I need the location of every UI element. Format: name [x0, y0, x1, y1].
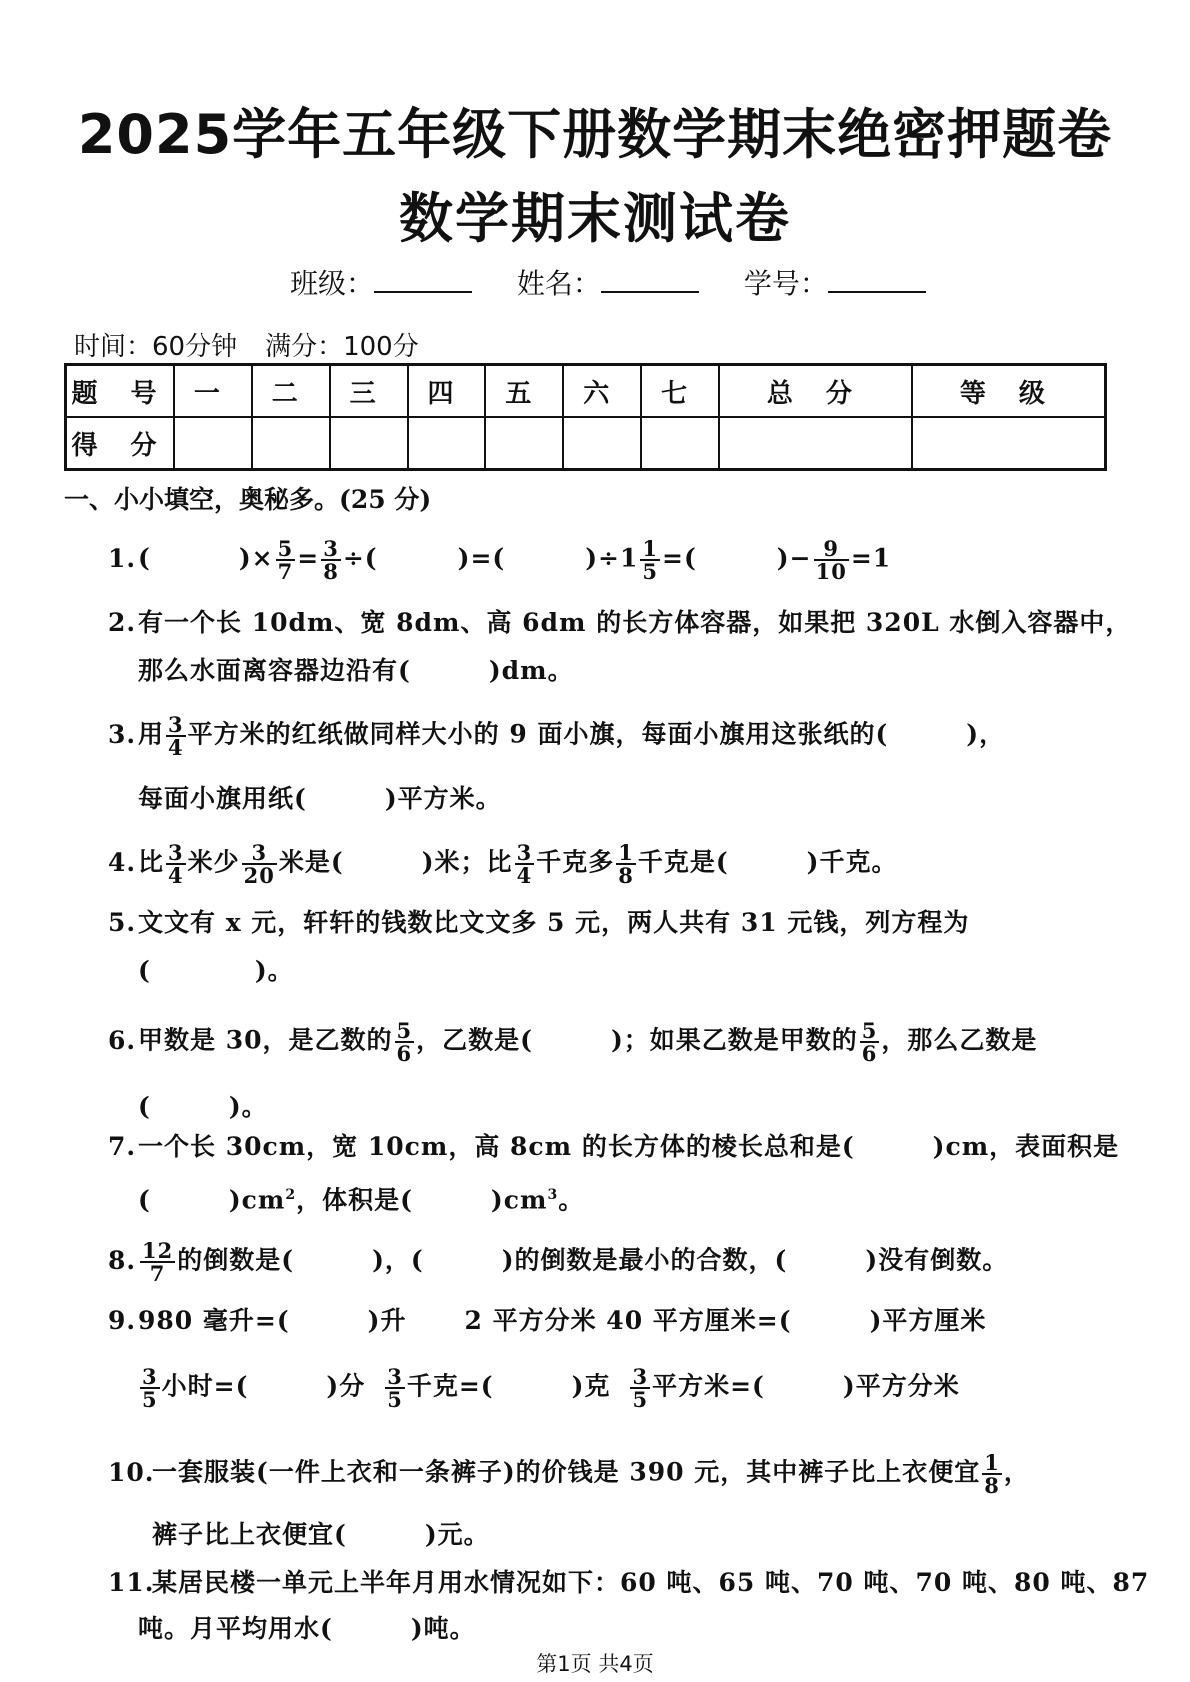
q1-text: = [297, 543, 320, 573]
question-3-line2 [138, 782, 502, 816]
q4-text: 千克是( )千克。 [637, 847, 898, 877]
q1-text: ( [138, 543, 151, 573]
question-4 [108, 842, 898, 886]
fraction: $\frac{12}{7}$ [142, 1238, 174, 1286]
question-number: 10. [108, 1457, 155, 1487]
fraction: $\frac{3}{20}$ [243, 840, 275, 888]
q5-line1: 文文有 x 元，轩轩的钱数比文文多 5 元，两人共有 31 元钱，列方程为 [138, 908, 970, 937]
score-input-cell[interactable] [174, 417, 252, 470]
question-number: 9. [108, 1306, 137, 1335]
q6-text: 甲数是 30，是乙数的 [138, 1025, 393, 1055]
question-number: 5. [108, 908, 137, 937]
q3-text: 用 [138, 719, 165, 749]
fraction: $\frac{9}{10}$ [815, 536, 847, 584]
q3-text: 平方米的红纸做同样大小的 9 面小旗，每面小旗用这张纸的( )， [187, 719, 1006, 749]
q9-text: 2 平方分米 40 平方厘米=( )平方厘米 [464, 1306, 987, 1335]
score-cell: 六 [563, 365, 641, 418]
fraction: $\frac{3}{5}$ [632, 1364, 649, 1412]
score-cell: 总 分 [719, 365, 912, 418]
fraction: $\frac{5}{6}$ [861, 1018, 878, 1066]
superscript: 2 [285, 1187, 297, 1203]
q11-line1: 某居民楼一单元上半年月用水情况如下：60 吨、65 吨、70 吨、70 吨、80 吨、87 [152, 1568, 1150, 1597]
question-3 [108, 714, 1005, 758]
question-10-line2 [152, 1518, 490, 1552]
question-number: 11. [108, 1568, 155, 1597]
fraction: $\frac{1}{8}$ [618, 840, 634, 888]
exam-title: 2025学年五年级下册数学期末绝密押题卷 [77, 103, 1113, 166]
score-input-cell[interactable] [408, 417, 486, 470]
score-input-cell[interactable] [719, 417, 912, 470]
q4-text: 比 [138, 847, 165, 877]
score-cell: 四 [408, 365, 486, 418]
q2-line2: 那么水面离容器边沿有( )dm。 [138, 656, 574, 685]
q7-text: ( )cm [138, 1185, 286, 1215]
class-label: 班级： [290, 267, 375, 300]
student-info [290, 262, 962, 302]
q4-text: 米是( )米；比 [278, 847, 513, 877]
score-cell: 七 [641, 365, 719, 418]
q9-text: 980 毫升=( )升 [138, 1306, 407, 1335]
exam-meta [74, 326, 447, 363]
fraction: $\frac{3}{4}$ [168, 712, 184, 760]
q7-text: ，体积是( )cm [296, 1185, 548, 1215]
q2-line1: 有一个长 10dm、宽 8dm、高 6dm 的长方体容器，如果把 320L 水倒入容器中， [138, 608, 1132, 637]
page-footer: 第1页 共4页 [536, 1652, 654, 1676]
q1-text: )− [776, 543, 812, 573]
q3-line2: 每面小旗用纸( )平方米。 [138, 784, 502, 813]
question-6-line2 [138, 1090, 268, 1124]
class-blank [374, 265, 472, 293]
question-10 [108, 1452, 1030, 1496]
score-input-cell[interactable] [485, 417, 563, 470]
score-cell: 题 号 [66, 365, 175, 418]
fraction: $\frac{3}{8}$ [323, 536, 339, 584]
q8-text: 的倒数是( )，( )的倒数是最小的合数，( )没有倒数。 [177, 1245, 1009, 1275]
score-table [64, 363, 1107, 471]
question-11 [108, 1566, 1149, 1600]
score-row-label: 得 分 [66, 417, 175, 470]
q6-text: ，乙数是( )；如果乙数是甲数的 [416, 1025, 858, 1055]
question-9-line2 [138, 1366, 960, 1410]
q1-text: =1 [850, 543, 892, 573]
question-7-line2 [138, 1178, 584, 1217]
q4-text: 米少 [187, 847, 240, 877]
score-input-cell[interactable] [912, 417, 1106, 470]
q9-text: 千克=( )克 [406, 1371, 611, 1401]
fraction: $\frac{5}{6}$ [396, 1018, 413, 1066]
time-limit: 时间：60分钟 [74, 332, 238, 362]
fraction: $\frac{3}{5}$ [142, 1364, 158, 1412]
name-blank [601, 265, 699, 293]
question-1 [108, 538, 891, 582]
q11-line2: 吨。月平均用水( )吨。 [138, 1614, 476, 1643]
score-input-cell[interactable] [563, 417, 641, 470]
q7-line1: 一个长 30cm，宽 10cm，高 8cm 的长方体的棱长总和是( )cm，表面积是 [138, 1132, 1120, 1161]
q6-text: ，那么乙数是 [881, 1025, 1038, 1055]
q10-line2: 裤子比上衣便宜( )元。 [152, 1520, 490, 1549]
q6-line2: ( )。 [138, 1092, 268, 1121]
score-table-header-row [66, 365, 1106, 418]
q7-text: 。 [558, 1185, 585, 1215]
question-5 [108, 906, 969, 940]
fraction: $\frac{3}{4}$ [168, 840, 184, 888]
q1-text: =( [662, 543, 697, 573]
score-cell: 三 [330, 365, 408, 418]
full-score: 满分：100分 [265, 332, 419, 362]
score-cell: 等 级 [912, 365, 1106, 418]
q4-text: 千克多 [536, 847, 615, 877]
q10-text: 一套服装(一件上衣和一条裤子)的价钱是 390 元，其中裤子比上衣便宜 [152, 1457, 981, 1487]
question-number: 6. [108, 1025, 137, 1055]
section-title: 一、小小填空，奥秘多。(25 分) [64, 485, 432, 514]
question-number: 4. [108, 847, 137, 877]
fraction: $\frac{3}{4}$ [516, 840, 533, 888]
question-11-line2 [138, 1612, 476, 1646]
question-2-line2 [138, 654, 574, 688]
name-label: 姓名： [516, 267, 601, 300]
fraction: $\frac{5}{7}$ [277, 536, 294, 584]
question-9 [108, 1304, 986, 1338]
score-input-cell[interactable] [330, 417, 408, 470]
q5-line2: ( )。 [138, 956, 294, 985]
q1-text: )× [238, 543, 274, 573]
question-number: 1. [108, 543, 137, 573]
superscript: 3 [547, 1187, 559, 1203]
fraction: $\frac{1}{8}$ [984, 1450, 1000, 1498]
exam-subtitle: 数学期末测试卷 [399, 187, 791, 250]
question-number: 7. [108, 1132, 137, 1161]
q1-text: )=( [457, 543, 506, 573]
question-2 [108, 606, 1131, 640]
question-6 [108, 1020, 1037, 1064]
question-7 [108, 1130, 1119, 1164]
id-blank [828, 265, 926, 293]
score-cell: 五 [485, 365, 563, 418]
fraction: $\frac{1}{5}$ [642, 536, 659, 584]
question-5-line2 [138, 954, 294, 988]
score-cell: 一 [174, 365, 252, 418]
question-number: 8. [108, 1245, 137, 1275]
question-8 [108, 1240, 1008, 1284]
q9-text: 平方米=( )平方分米 [652, 1371, 960, 1401]
q10-text: ， [1003, 1457, 1030, 1487]
q9-text: 小时=( )分 [161, 1371, 366, 1401]
q1-text: ÷( [342, 543, 378, 573]
q1-text: )÷1 [585, 543, 639, 573]
score-cell: 二 [252, 365, 330, 418]
question-number: 2. [108, 608, 137, 637]
id-label: 学号： [743, 267, 828, 300]
score-table-score-row [66, 417, 1106, 470]
question-number: 3. [108, 719, 137, 749]
fraction: $\frac{3}{5}$ [387, 1364, 403, 1412]
score-input-cell[interactable] [641, 417, 719, 470]
score-input-cell[interactable] [252, 417, 330, 470]
